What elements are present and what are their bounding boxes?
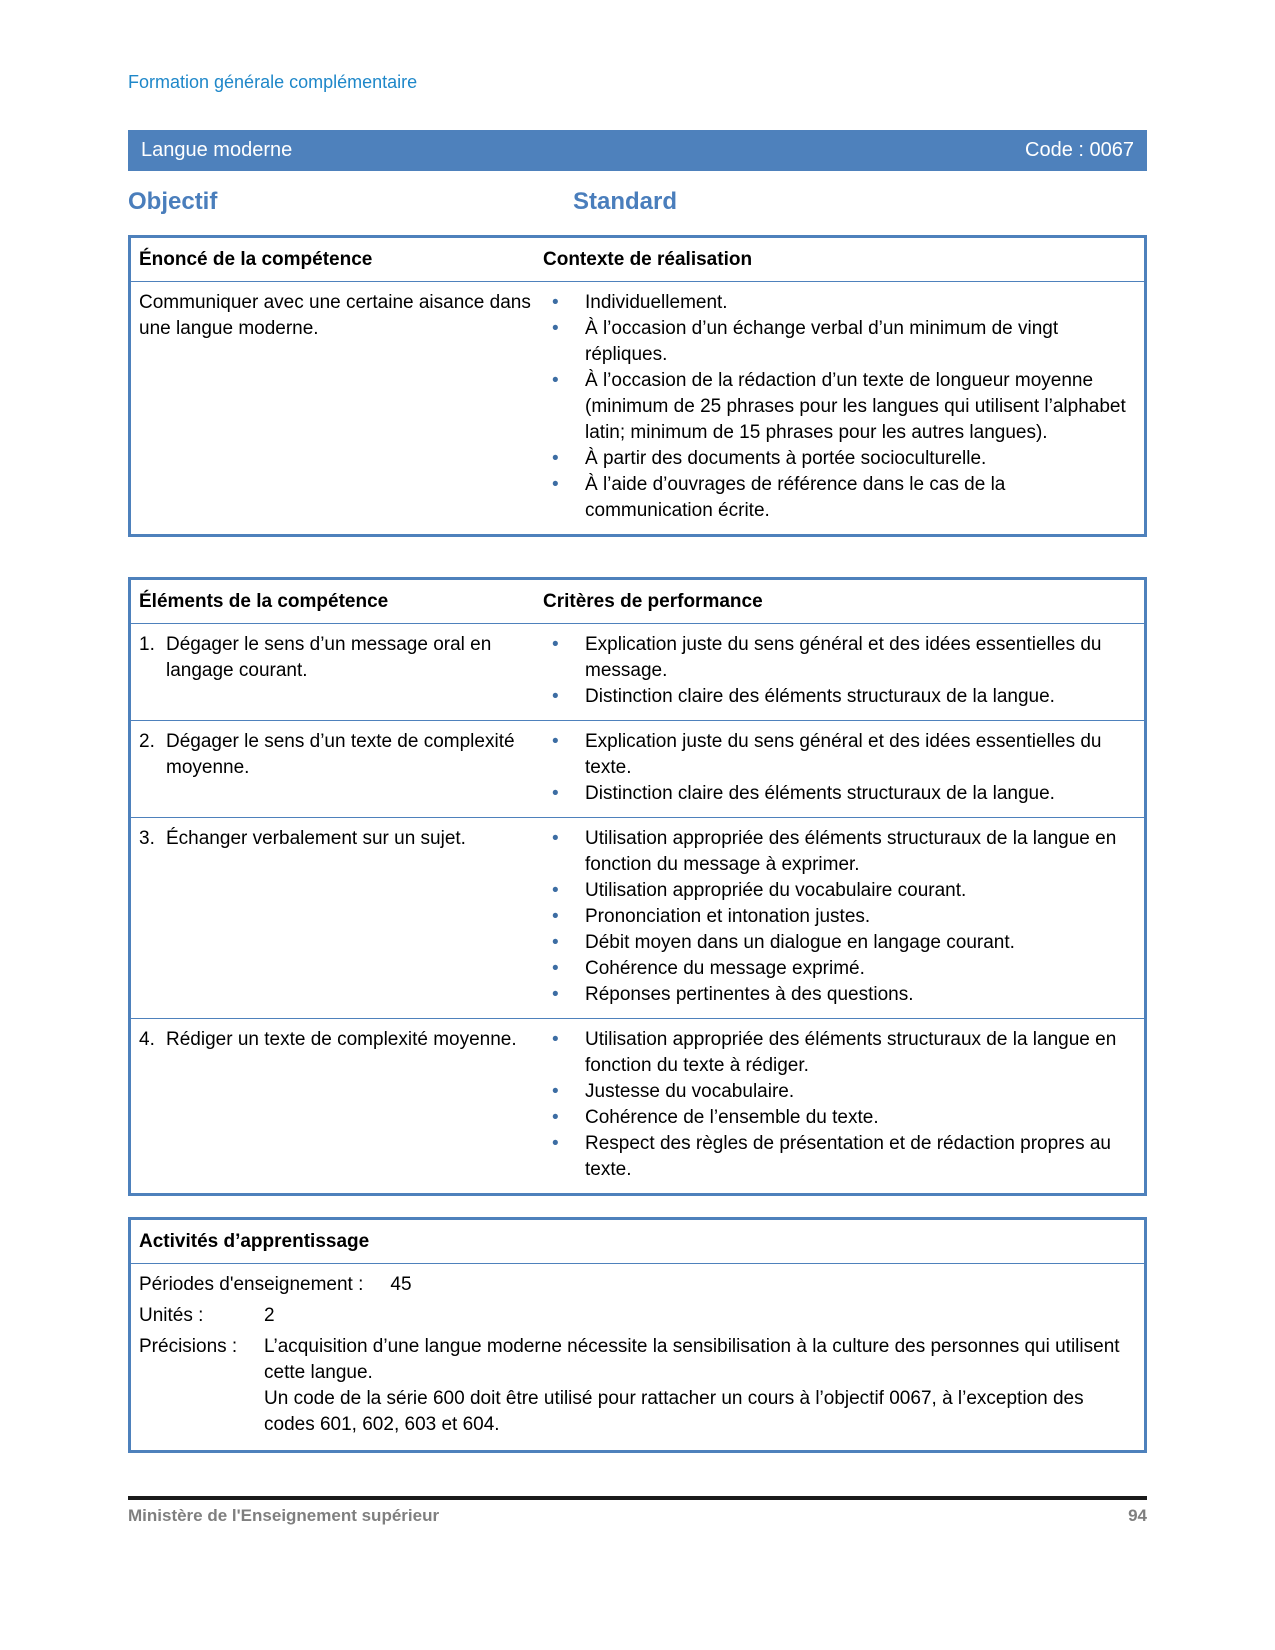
units-value: 2 [264, 1305, 275, 1326]
element-number: 4. [139, 1029, 155, 1050]
criteria-bullet: • Explication juste du sens général et des idées essentielles du message. [543, 632, 1132, 684]
title-banner [128, 130, 1147, 171]
criteria-cell [543, 721, 1144, 817]
criteria-bullet: • Utilisation appropriée des éléments structuraux de la langue en fonction du message à exprimer. [543, 826, 1132, 878]
context-bullet: • À l’aide d’ouvrages de référence dans le cas de la communication écrite. [543, 472, 1132, 524]
periods-value: 45 [390, 1274, 412, 1295]
competence-right-header: Contexte de réalisation [543, 249, 753, 270]
criteria-bullet: • Utilisation appropriée du vocabulaire courant. [543, 878, 1132, 904]
precisions-row [139, 1334, 1132, 1438]
elements-right-header: Critères de performance [543, 591, 763, 612]
element-cell [131, 818, 543, 1018]
element-cell [131, 1019, 543, 1193]
activities-box [128, 1217, 1147, 1453]
criteria-bullet: • Prononciation et intonation justes. [543, 904, 1132, 930]
precisions-label: Précisions : [139, 1336, 238, 1357]
footer-page-number: 94 [1128, 1506, 1147, 1525]
criteria-bullet: • Réponses pertinentes à des questions. [543, 982, 1132, 1008]
periods-label: Périodes d'enseignement : [139, 1274, 364, 1295]
table-row [131, 720, 1144, 817]
activities-header: Activités d’apprentissage [131, 1220, 1144, 1264]
criteria-cell [543, 818, 1144, 1018]
elements-table-header-row [131, 580, 1144, 623]
table-row [131, 817, 1144, 1018]
context-bullet: • À partir des documents à portée socioculturelle. [543, 446, 1132, 472]
footer-ministry: Ministère de l'Enseignement supérieur [128, 1506, 440, 1525]
competence-table-header-row [131, 238, 1144, 281]
periods-row [139, 1272, 1132, 1298]
context-bullet: • À l’occasion d’un échange verbal d’un minimum de vingt répliques. [543, 316, 1132, 368]
competence-table [128, 235, 1147, 537]
elements-left-header: Éléments de la compétence [139, 591, 389, 612]
element-text: Échanger verbalement sur un sujet. [166, 828, 466, 849]
element-text: Rédiger un texte de complexité moyenne. [166, 1029, 517, 1050]
section-headings [128, 188, 1147, 216]
criteria-bullet: • Respect des règles de présentation et de rédaction propres au texte. [543, 1131, 1132, 1183]
criteria-bullet: • Cohérence du message exprimé. [543, 956, 1132, 982]
element-number: 3. [139, 828, 155, 849]
element-cell [131, 624, 543, 720]
competence-body-row [131, 281, 1144, 534]
table-row [131, 1018, 1144, 1193]
element-number: 2. [139, 731, 155, 752]
criteria-bullet: • Débit moyen dans un dialogue en langage courant. [543, 930, 1132, 956]
banner-title: Langue moderne [141, 139, 293, 161]
criteria-bullet: • Distinction claire des éléments structuraux de la langue. [543, 684, 1132, 710]
table-row [131, 623, 1144, 720]
units-label: Unités : [139, 1305, 204, 1326]
page-footer [128, 1496, 1147, 1527]
units-row [139, 1303, 1132, 1329]
context-bullet: • Individuellement. [543, 290, 1132, 316]
criteria-bullet: • Distinction claire des éléments structuraux de la langue. [543, 781, 1132, 807]
precisions-paragraph: Un code de la série 600 doit être utilisé pour rattacher un cours à l’objectif 0067, à l’exception des codes 601, 602, 603 et 604. [264, 1388, 1084, 1435]
criteria-bullet: • Utilisation appropriée des éléments structuraux de la langue en fonction du texte à rédiger. [543, 1027, 1132, 1079]
criteria-cell [543, 1019, 1144, 1193]
precisions-paragraph: L’acquisition d’une langue moderne nécessite la sensibilisation à la culture des personnes qui utilisent cette langue. [264, 1336, 1120, 1383]
competence-left-header: Énoncé de la compétence [139, 249, 373, 270]
element-cell [131, 721, 543, 817]
banner-code: Code : 0067 [1025, 139, 1134, 161]
activities-body [131, 1264, 1144, 1450]
precisions-value [264, 1334, 1132, 1438]
objectif-heading: Objectif [128, 188, 218, 215]
context-bullet: • À l’occasion de la rédaction d’un texte de longueur moyenne (minimum de 25 phrases pour les langues qui utilisent l’alphabet latin; minimum de 15 phrases pour les autres langues). [543, 368, 1132, 446]
competence-statement: Communiquer avec une certaine aisance dans une langue moderne. [139, 292, 531, 339]
document-section-label: Formation générale complémentaire [128, 72, 418, 92]
criteria-cell [543, 624, 1144, 720]
standard-heading: Standard [573, 188, 678, 215]
context-bullet-list [543, 282, 1144, 534]
criteria-bullet: • Justesse du vocabulaire. [543, 1079, 1132, 1105]
elements-table [128, 577, 1147, 1196]
criteria-bullet: • Explication juste du sens général et des idées essentielles du texte. [543, 729, 1132, 781]
element-text: Dégager le sens d’un texte de complexité moyenne. [166, 731, 515, 778]
element-text: Dégager le sens d’un message oral en langage courant. [166, 634, 492, 681]
criteria-bullet: • Cohérence de l’ensemble du texte. [543, 1105, 1132, 1131]
element-number: 1. [139, 634, 155, 655]
